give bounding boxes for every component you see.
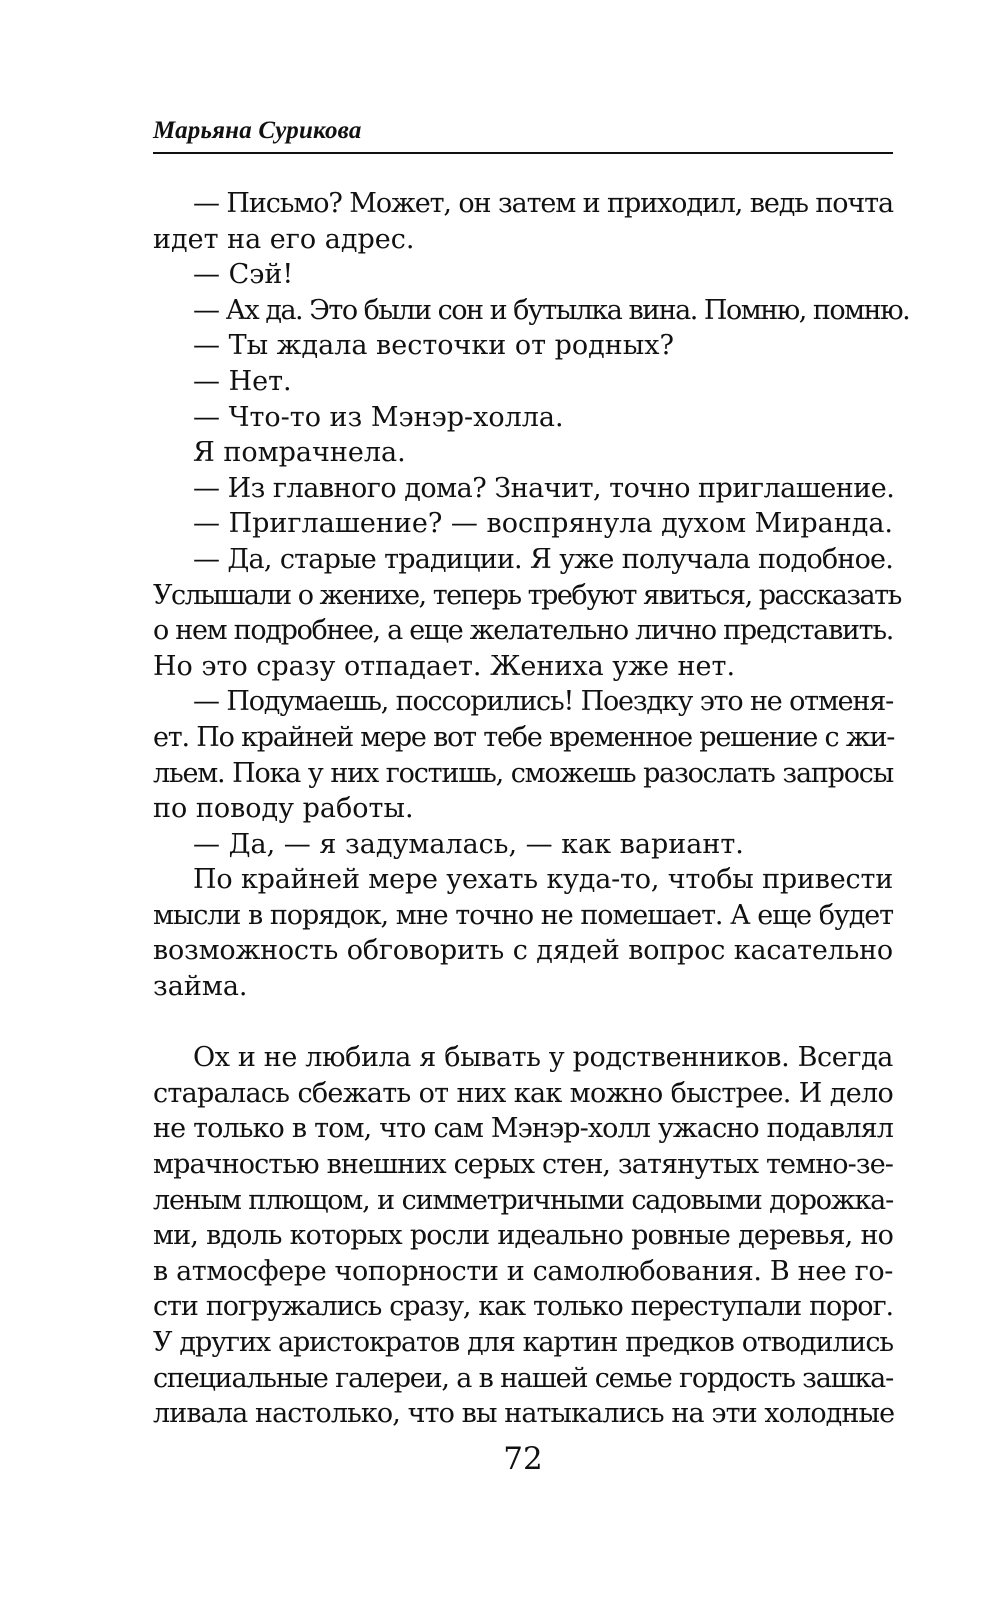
- text-line: — Приглашение? — воспрянула духом Миранда.: [193, 508, 893, 540]
- text-line: — Сэй!: [193, 259, 294, 291]
- text-line: возможность обговорить с дядей вопрос касательно: [153, 935, 893, 967]
- text-line: По крайней мере уехать куда-то, чтобы привести: [193, 864, 893, 896]
- text-line: о нем подробнее, а еще желательно лично представить.: [153, 615, 893, 647]
- text-line: — Да, — я задумалась, — как вариант.: [193, 828, 744, 860]
- text-line: — Ты ждала весточки от родных?: [193, 330, 674, 362]
- text-line: Услышали о женихе, теперь требуют явиться, рассказать: [153, 579, 901, 611]
- text-line: — Ах да. Это были сон и бутылка вина. Помню, помню.: [193, 294, 910, 326]
- body-text: [153, 186, 910, 1432]
- paragraph-break: [153, 1005, 893, 1041]
- text-line: — Из главного дома? Значит, точно приглашение.: [193, 472, 895, 504]
- text-line: сти погружались сразу, как только переступали порог.: [153, 1291, 893, 1323]
- text-line: — Что-то из Мэнэр-холла.: [193, 401, 564, 433]
- text-line: специальные галереи, а в нашей семье гордость зашка-: [153, 1362, 893, 1394]
- running-head-author: Марьяна Сурикова: [153, 117, 362, 144]
- text-line: мрачностью внешних серых стен, затянутых темно-зе-: [153, 1149, 893, 1181]
- text-line: идет на его адрес.: [153, 223, 415, 255]
- text-line: Ох и не любила я бывать у родственников. Всегда: [193, 1042, 893, 1074]
- text-line: ливала настолько, что вы натыкались на эти холодные: [153, 1398, 895, 1430]
- text-line: — Письмо? Может, он затем и приходил, ведь почта: [193, 188, 893, 219]
- text-line: Я помрачнела.: [193, 437, 406, 469]
- text-line: — Подумаешь, поссорились! Поездку это не отменя-: [193, 686, 893, 718]
- text-line: займа.: [153, 971, 248, 1003]
- text-line: старалась сбежать от них как можно быстрее. И дело: [153, 1077, 893, 1109]
- text-line: ми, вдоль которых росли идеально ровные деревья, но: [153, 1220, 893, 1252]
- text-line: мысли в порядок, мне точно не помешает. А еще будет: [153, 899, 893, 931]
- text-line: по поводу работы.: [153, 793, 414, 825]
- text-line: — Да, старые традиции. Я уже получала подобное.: [193, 543, 893, 575]
- text-line: льем. Пока у них гостишь, сможешь разослать запросы: [153, 757, 893, 789]
- text-line: — Нет.: [193, 365, 292, 397]
- text-line: не только в том, что сам Мэнэр-холл ужасно подавлял: [153, 1113, 893, 1145]
- text-line: ет. По крайней мере вот тебе временное решение с жи-: [153, 721, 895, 753]
- text-line: У других аристократов для картин предков отводились: [153, 1327, 893, 1358]
- page-number: 72: [503, 1441, 543, 1477]
- text-line: Но это сразу отпадает. Жениха уже нет.: [153, 650, 736, 682]
- text-line: в атмосфере чопорности и самолюбования. В нее го-: [153, 1255, 893, 1287]
- text-line: леным плющом, и симметричными садовыми дорожка-: [153, 1184, 893, 1216]
- header-rule: [153, 152, 893, 154]
